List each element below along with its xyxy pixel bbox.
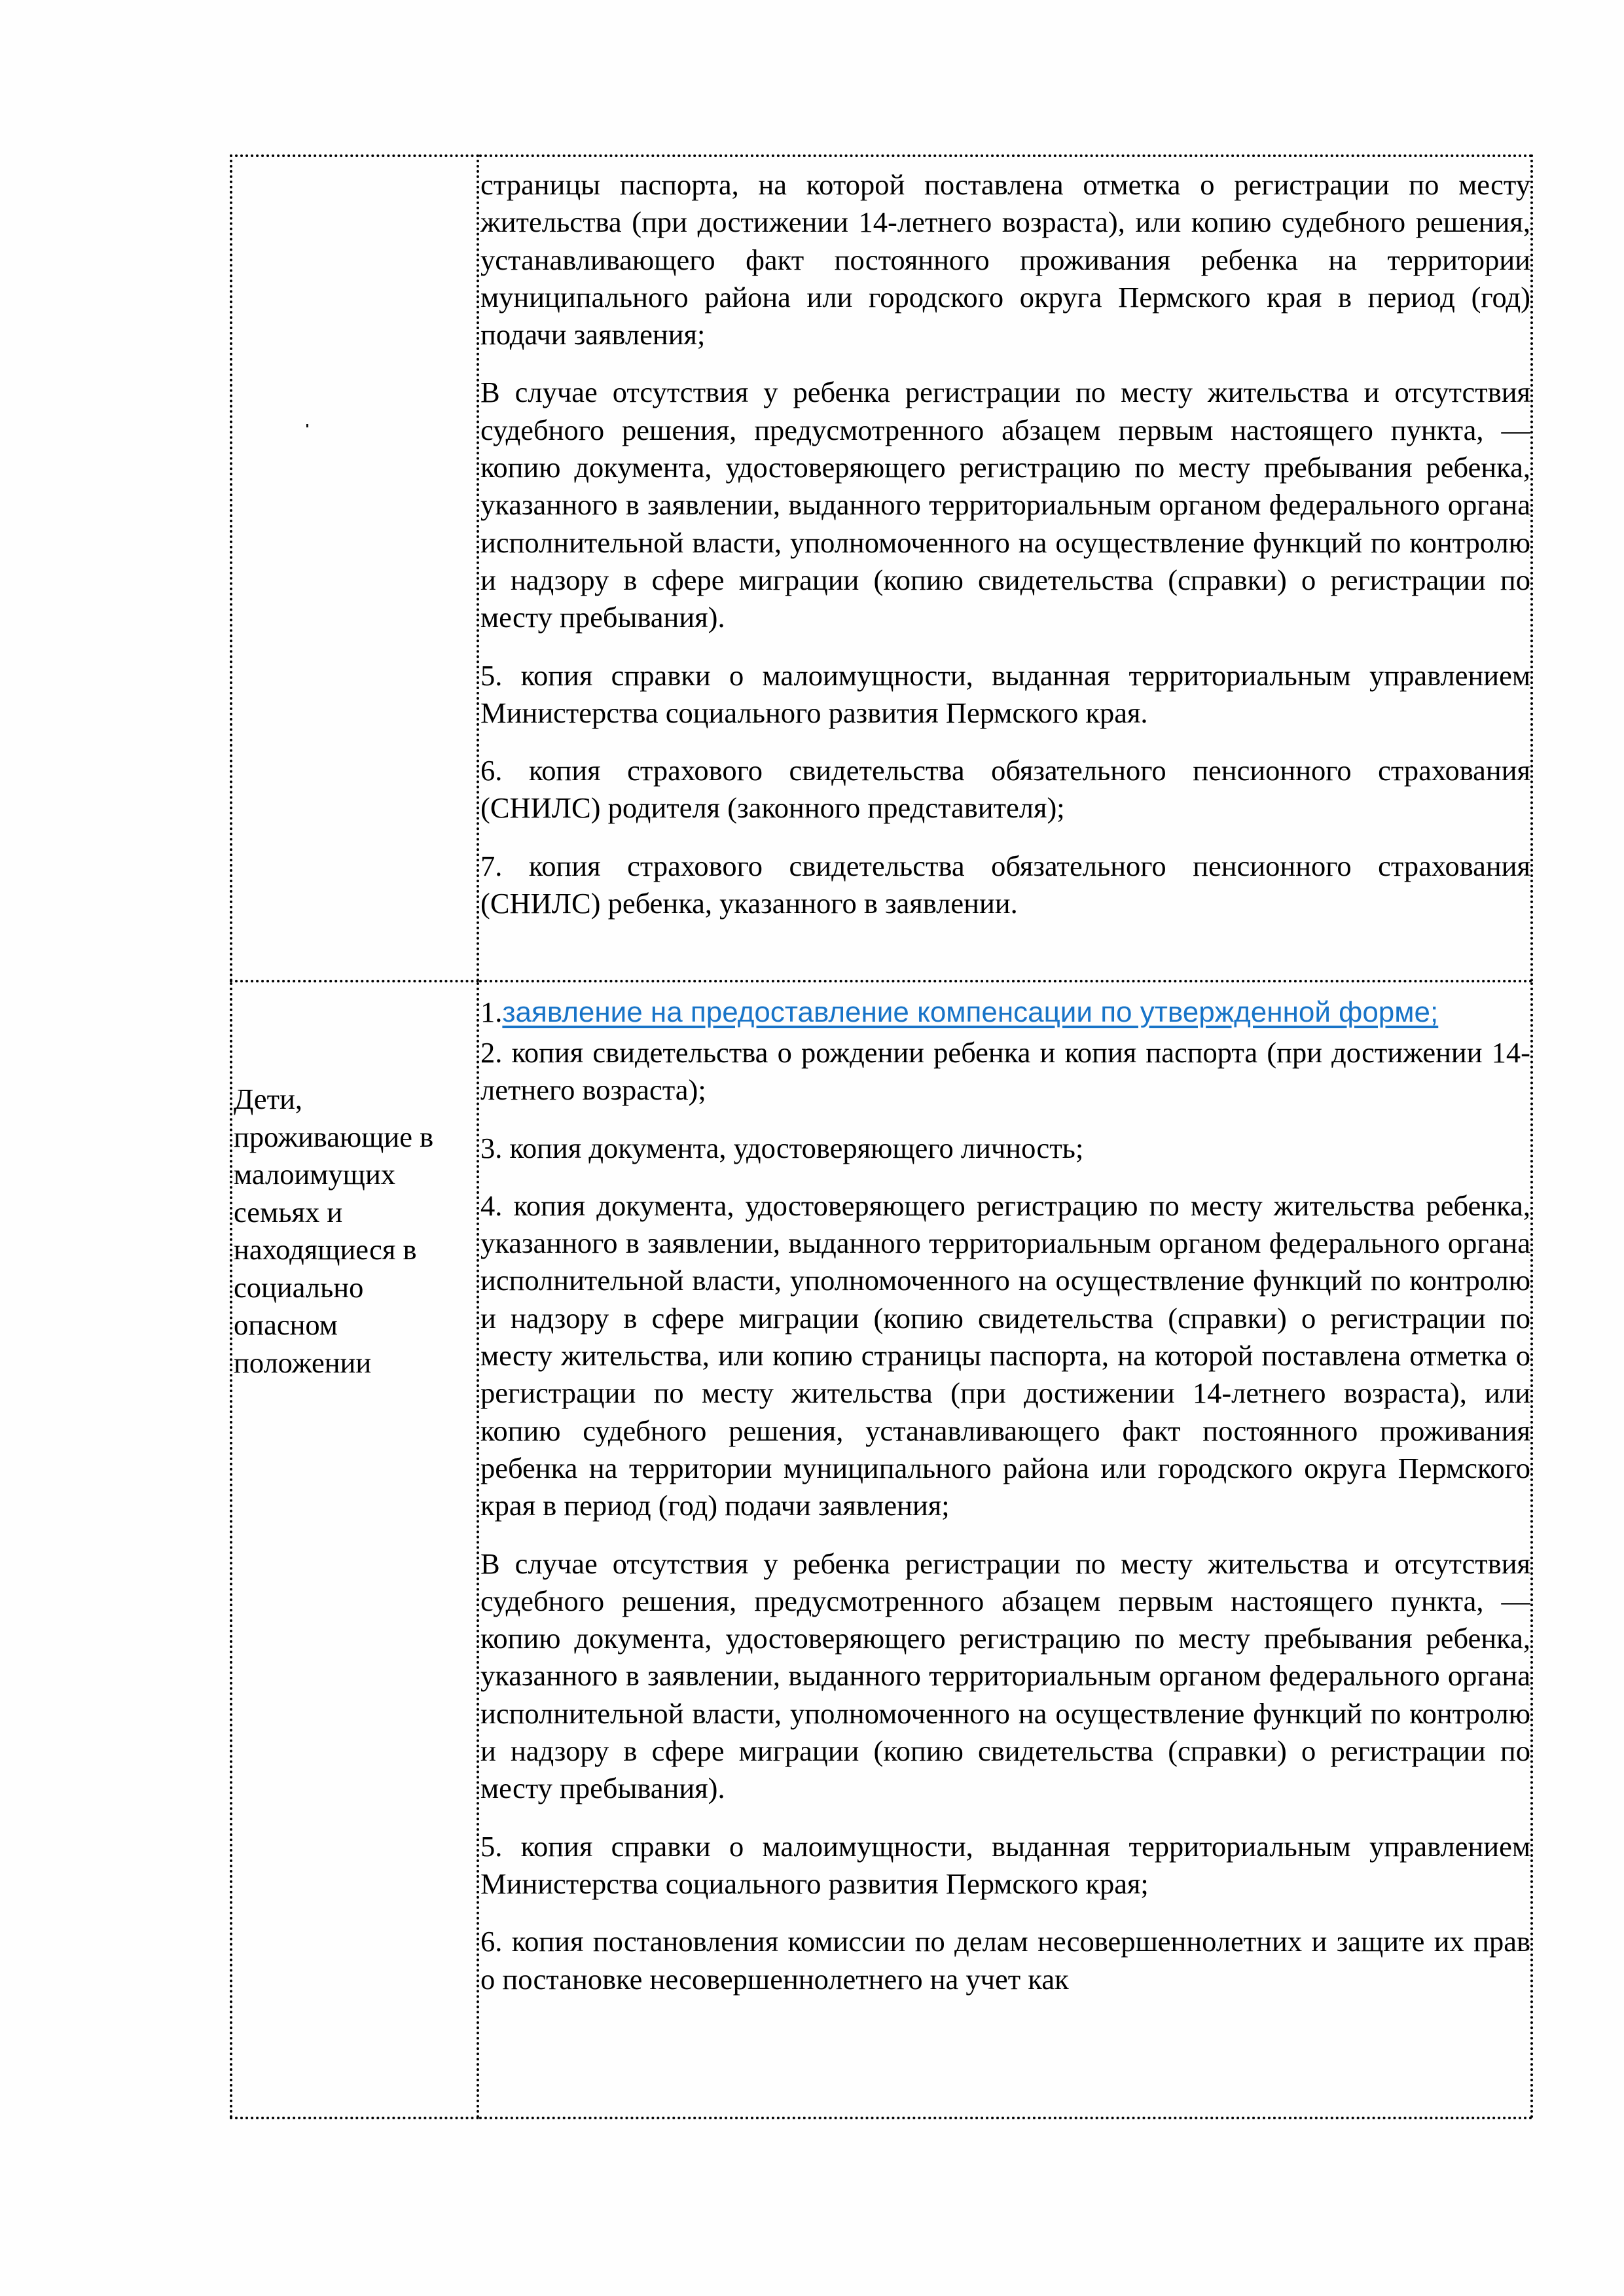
paragraph: 5. копия справки о малоимущности, выданная территориальным управлением Министерства социального развития Пермского края; (480, 1829, 1530, 1900)
paragraph: 5. копия справки о малоимущности, выданная территориальным управлением Министерства социального развития Пермского края. (480, 658, 1530, 729)
paragraph: В случае отсутствия у ребенка регистрации по месту жительства и отсутствия судебного решения, предусмотренного абзацем первым настоящего пункта, — копию документа, удостоверяющего регистрацию по месту пребывания ребенка, указанного в заявлении, выданного территориальным органом федерального органа исполнительной власти, уполномоченного на осуществление функций по контролю и надзору в сфере миграции (копию свидетельства (справки) о регистрации по месту пребывания). (480, 376, 1530, 634)
table-row (231, 156, 1532, 981)
documents-table (230, 154, 1533, 2119)
paragraph-item-1 (480, 990, 1530, 1034)
paragraph: 3. копия документа, удостоверяющего личность; (480, 1131, 1084, 1164)
table-row (231, 981, 1532, 2118)
item-number: 1. (480, 996, 503, 1028)
category-cell (231, 981, 478, 2118)
paragraph: 6. копия страхового свидетельства обязательного пенсионного страхования (СНИЛС) родителя (законного представителя); (480, 754, 1530, 825)
paragraph: 6. копия постановления комиссии по делам несовершеннолетних и защите их прав о постановке несовершеннолетнего на учет как (480, 1925, 1530, 1996)
documents-cell (478, 981, 1532, 2118)
application-form-link[interactable]: заявление на предоставление компенсации по утвержденной форме; (502, 996, 1439, 1028)
scan-speck (306, 424, 308, 427)
paragraph: страницы паспорта, на которой поставлена отметка о регистрации по месту жительства (при достижении 14-летнего возраста), или копию судебного решения, устанавливающего факт постоянного проживания ребенка на территории муниципального района или городского округа Пермского края в период (год) подачи заявления; (480, 168, 1530, 351)
paragraph: 4. копия документа, удостоверяющего регистрацию по месту жительства ребенка, указанного в заявлении, выданного территориальным органом федерального органа исполнительной власти, уполномоченного на осуществление функций по контролю и надзору в сфере миграции (копию свидетельства (справки) о регистрации по месту жительства, или копию страницы паспорта, на которой поставлена отметка о регистрации по месту жительства (при достижении 14-летнего возраста), или копию судебного решения, устанавливающего факт постоянного проживания ребенка на территории муниципального района или городского округа Пермского края в период (год) подачи заявления; (480, 1189, 1530, 1522)
paragraph: 7. копия страхового свидетельства обязательного пенсионного страхования (СНИЛС) ребенка, указанного в заявлении. (480, 849, 1530, 920)
category-cell (231, 156, 478, 981)
paragraph: 2. копия свидетельства о рождении ребенка и копия паспорта (при достижении 14-летнего возраста); (480, 1036, 1530, 1107)
documents-cell (478, 156, 1532, 981)
paragraph: В случае отсутствия у ребенка регистрации по месту жительства и отсутствия судебного решения, предусмотренного абзацем первым настоящего пункта, — копию документа, удостоверяющего регистрацию по месту пребывания ребенка, указанного в заявлении, выданного территориальным органом федерального органа исполнительной власти, уполномоченного на осуществление функций по контролю и надзору в сфере миграции (копию свидетельства (справки) о регистрации по месту пребывания). (480, 1547, 1530, 1805)
category-text: Дети, проживающие в малоимущих семьях и находящиеся в социально опасном положении (234, 1083, 434, 1379)
